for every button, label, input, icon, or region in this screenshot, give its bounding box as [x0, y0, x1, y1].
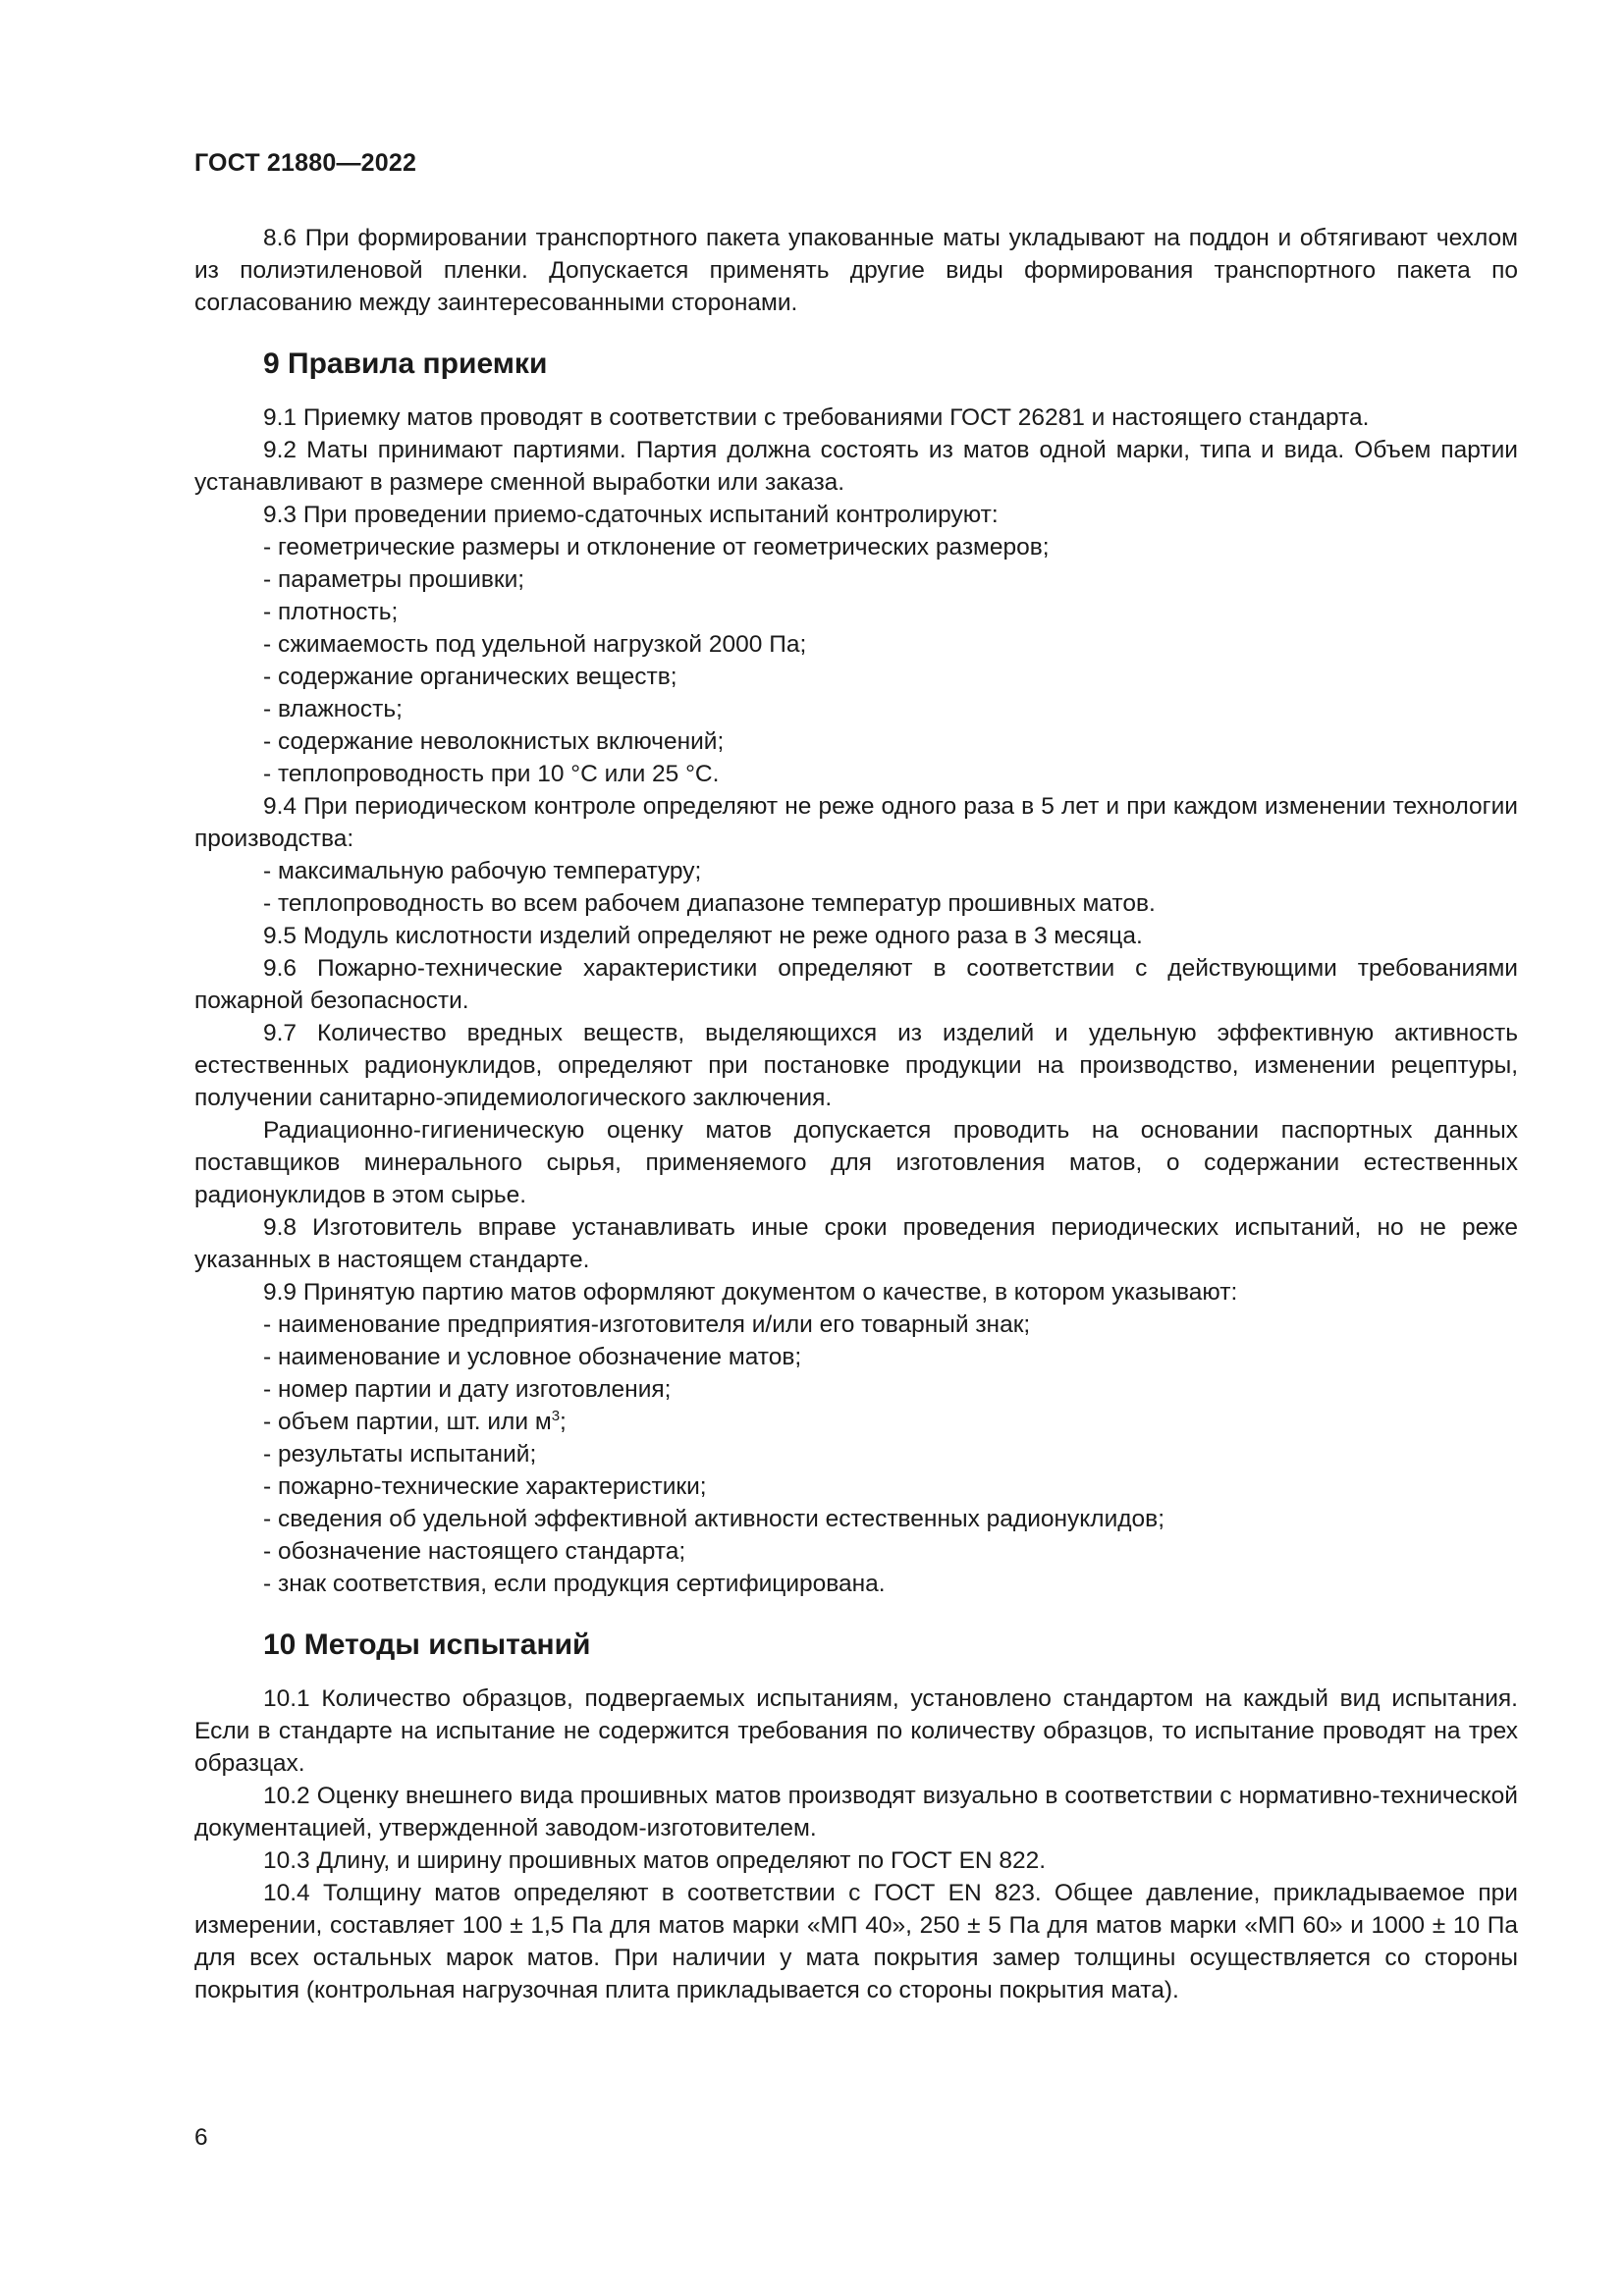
list-item: - геометрические размеры и отклонение от геометрических размеров; — [263, 534, 1050, 561]
body-paragraph: 9.5 Модуль кислотности изделий определяют не реже одного раза в 3 месяца. — [263, 923, 1143, 949]
list-item: - параметры прошивки; — [263, 566, 525, 593]
body-paragraph: 8.6 При формировании транспортного пакета упакованные маты укладывают на поддон и обтягивают чехлом из полиэтиленовой пленки. Допускается применять другие виды формирования транспортного пакета по согласованию между заинтересованными сторонами. — [194, 225, 1518, 316]
superscript: 3 — [551, 1408, 561, 1424]
list-item: - обозначение настоящего стандарта; — [263, 1538, 686, 1565]
list-item: - содержание неволокнистых включений; — [263, 728, 725, 755]
body-paragraph: 9.6 Пожарно-технические характеристики определяют в соответствии с действующими требованиями пожарной безопасности. — [194, 955, 1518, 1014]
list-item: - влажность; — [263, 696, 403, 722]
list-item: - содержание органических веществ; — [263, 664, 677, 690]
section-heading: 10 Методы испытаний — [263, 1629, 591, 1661]
body-paragraph: Радиационно-гигиеническую оценку матов допускается проводить на основании паспортных данных поставщиков минерального сырья, применяемого для изготовления матов, о содержании естественных радионуклидов в этом сырье. — [194, 1117, 1518, 1208]
document-code-header: ГОСТ 21880—2022 — [194, 149, 417, 177]
body-paragraph: 9.3 При проведении приемо-сдаточных испытаний контролируют: — [263, 502, 999, 528]
list-item: - теплопроводность во всем рабочем диапазоне температур прошивных матов. — [263, 890, 1156, 917]
list-item: - наименование и условное обозначение матов; — [263, 1344, 802, 1370]
list-item: - плотность; — [263, 599, 399, 625]
list-item — [194, 1406, 1518, 1438]
body-paragraph: 9.9 Принятую партию матов оформляют документом о качестве, в котором указывают: — [263, 1279, 1238, 1306]
body-paragraph: 10.2 Оценку внешнего вида прошивных матов производят визуально в соответствии с нормативно-технической документацией, утвержденной заводом-изготовителем. — [194, 1783, 1518, 1842]
body-paragraph: 9.2 Маты принимают партиями. Партия должна состоять из матов одной марки, типа и вида. Объем партии устанавливают в размере сменной выработки или заказа. — [194, 437, 1518, 496]
list-item: - теплопроводность при 10 °С или 25 °С. — [263, 761, 720, 787]
list-item: - наименование предприятия-изготовителя и/или его товарный знак; — [263, 1311, 1031, 1338]
list-item-tail: ; — [560, 1409, 567, 1435]
section-heading: 9 Правила приемки — [263, 347, 548, 380]
list-item: - сведения об удельной эффективной активности естественных радионуклидов; — [263, 1506, 1165, 1532]
document-page — [194, 0, 1518, 2296]
list-item: - знак соответствия, если продукция сертифицирована. — [263, 1571, 886, 1597]
list-item: - результаты испытаний; — [263, 1441, 537, 1468]
list-item: - сжимаемость под удельной нагрузкой 2000 Па; — [263, 631, 807, 658]
body-paragraph: 10.4 Толщину матов определяют в соответствии с ГОСТ EN 823. Общее давление, прикладываемое при измерении, составляет 100 ± 1,5 Па для матов марки «МП 40», 250 ± 5 Па для матов марки «МП 60» и 1000 ± 10 Па для всех остальных марок матов. При наличии у мата покрытия замер толщины осуществляется со стороны покрытия (контрольная нагрузочная плита прикладывается со стороны покрытия мата). — [194, 1880, 1518, 2003]
body-paragraph: 9.8 Изготовитель вправе устанавливать иные сроки проведения периодических испытаний, но не реже указанных в настоящем стандарте. — [194, 1214, 1518, 1273]
list-item: - максимальную рабочую температуру; — [263, 858, 702, 884]
body-paragraph: 9.1 Приемку матов проводят в соответствии с требованиями ГОСТ 26281 и настоящего стандарта. — [263, 404, 1370, 431]
page-number: 6 — [194, 2124, 208, 2151]
body-paragraph: 9.7 Количество вредных веществ, выделяющихся из изделий и удельную эффективную активность естественных радионуклидов, определяют при постановке продукции на производство, изменении рецептуры, получении санитарно-эпидемиологического заключения. — [194, 1020, 1518, 1111]
body-paragraph: 9.4 При периодическом контроле определяют не реже одного раза в 5 лет и при каждом изменении технологии производства: — [194, 793, 1518, 852]
document-body — [194, 222, 1518, 2006]
body-paragraph: 10.1 Количество образцов, подвергаемых испытаниям, установлено стандартом на каждый вид испытания. Если в стандарте на испытание не содержится требования по количеству образцов, то испытание проводят на трех образцах. — [194, 1685, 1518, 1777]
list-item-text: - объем партии, шт. или м — [263, 1409, 552, 1435]
list-item: - пожарно-технические характеристики; — [263, 1473, 707, 1500]
body-paragraph: 10.3 Длину, и ширину прошивных матов определяют по ГОСТ EN 822. — [263, 1847, 1047, 1874]
list-item: - номер партии и дату изготовления; — [263, 1376, 672, 1403]
